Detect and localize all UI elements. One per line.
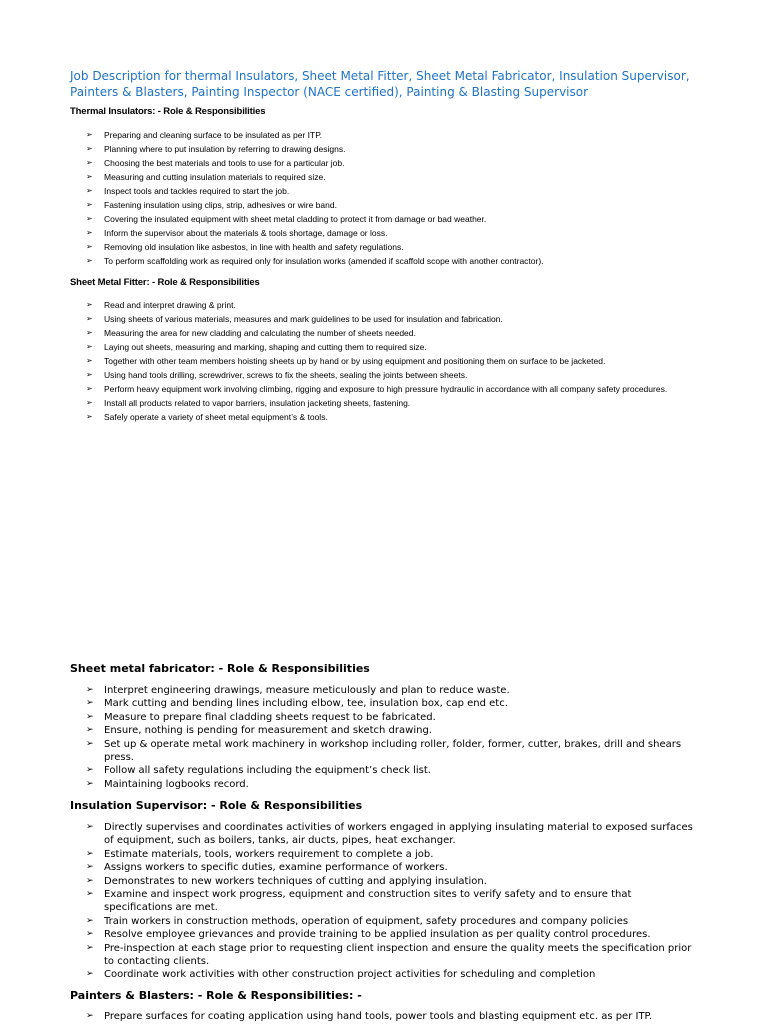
list-item: ➢ Prepare surfaces for coating application using hand tools, power tools and blasting equipment etc. as per ITP. [86,1011,653,1022]
arrow-bullet-icon: ➢ [86,822,94,832]
arrow-bullet-icon: ➢ [86,875,94,886]
list-item: ➢ Assigns workers to specific duties, examine performance of workers. [86,862,448,874]
list-painters-blasters [0,1010,700,1023]
section-heading-sheet-metal-fabricator: Sheet metal fabricator: - Role & Responsibilities [70,662,370,675]
list-item: ➢ Directly supervises and coordinates activities of workers engaged in applying insulating material to exposed surfaces of equipment, such as boilers, tanks, air ducts, pipes, heat exchanger. [86,822,693,847]
arrow-bullet-icon: ➢ [86,711,94,722]
arrow-bullet-icon: ➢ [86,370,93,379]
list-item: ➢ Measuring and cutting insulation materials to required size. [86,172,326,182]
arrow-bullet-icon: ➢ [86,214,93,223]
arrow-bullet-icon: ➢ [86,186,93,195]
list-item: ➢ Inform the supervisor about the materials & tools shortage, damage or loss. [86,228,388,238]
arrow-bullet-icon: ➢ [86,200,93,209]
list-item: ➢ Covering the insulated equipment with sheet metal cladding to protect it from damage or bad weather. [86,214,487,224]
list-item: ➢ Inspect tools and tackles required to start the job. [86,186,290,196]
list-item: ➢ Interpret engineering drawings, measure meticulously and plan to reduce waste. [86,685,510,696]
arrow-bullet-icon: ➢ [86,384,93,393]
arrow-bullet-icon: ➢ [86,725,94,736]
arrow-bullet-icon: ➢ [86,942,94,953]
list-item: ➢ Ensure, nothing is pending for measurement and sketch drawing. [86,725,432,737]
arrow-bullet-icon: ➢ [86,356,93,365]
list-item: ➢ Coordinate work activities with other construction project activities for scheduling and completion [86,969,596,981]
arrow-bullet-icon: ➢ [86,848,94,859]
arrow-bullet-icon: ➢ [86,314,93,323]
arrow-bullet-icon: ➢ [86,398,93,407]
list-item: ➢ Removing old insulation like asbestos, in line with health and safety regulations. [86,242,404,252]
list-sheet-metal-fitter [0,298,712,424]
arrow-bullet-icon: ➢ [86,412,93,421]
arrow-bullet-icon: ➢ [86,738,94,749]
arrow-bullet-icon: ➢ [86,969,94,980]
list-item: ➢ Using hand tools drilling, screwdriver, screws to fix the sheets, sealing the joints between sheets. [86,370,468,380]
arrow-bullet-icon: ➢ [86,144,93,153]
arrow-bullet-icon: ➢ [86,300,93,309]
arrow-bullet-icon: ➢ [86,172,93,181]
list-item: ➢ Fastening insulation using clips, strip, adhesives or wire band. [86,200,337,210]
section-heading-insulation-supervisor: Insulation Supervisor: - Role & Responsibilities [70,799,363,812]
list-sheet-metal-fabricator [0,684,700,791]
arrow-bullet-icon: ➢ [86,342,93,351]
list-item: ➢ Set up & operate metal work machinery in workshop including roller, folder, former, cutter, brakes, drill and shears press. [86,738,682,764]
list-item: ➢ Pre-inspection at each stage prior to requesting client inspection and ensure the quality meets the specification prior to contacting clients. [86,942,692,968]
document-title: Job Description for thermal Insulators, Sheet Metal Fitter, Sheet Metal Fabricator, Insulation Supervisor, Painters & Blasters, Painting Inspector (NACE certified), Painting & Blasting Supervisor [70,69,690,99]
arrow-bullet-icon: ➢ [86,698,94,709]
arrow-bullet-icon: ➢ [86,765,94,776]
list-item: ➢ Perform heavy equipment work involving climbing, rigging and exposure to high pressure hydraulic in accordance with all company safety procedures. [86,384,668,394]
list-item: ➢ Estimate materials, tools, workers requirement to complete a job. [86,848,434,860]
list-item: ➢ Maintaining logbooks record. [86,778,249,790]
arrow-bullet-icon: ➢ [86,862,94,873]
list-item: ➢ Demonstrates to new workers techniques of cutting and applying insulation. [86,875,487,887]
arrow-bullet-icon: ➢ [86,778,94,789]
list-thermal-insulators [0,128,712,268]
list-item: ➢ Follow all safety regulations including the equipment’s check list. [86,765,431,777]
list-item: ➢ Read and interpret drawing & print. [86,300,236,310]
list-item: ➢ Measuring the area for new cladding and calculating the number of sheets needed. [86,328,416,338]
list-item: ➢ Together with other team members hoisting sheets up by hand or by using equipment and positioning them on surface to be jacketed. [86,356,606,366]
section-heading-sheet-metal-fitter: Sheet Metal Fitter: - Role & Responsibilities [70,277,260,288]
section-heading-painters-blasters: Painters & Blasters: - Role & Responsibilities: - [70,989,362,1002]
arrow-bullet-icon: ➢ [86,889,94,900]
section-heading-thermal-insulators: Thermal Insulators: - Role & Responsibilities [70,106,266,117]
list-item: ➢ Choosing the best materials and tools to use for a particular job. [86,158,345,168]
list-item: ➢ Laying out sheets, measuring and marking, shaping and cutting them to required size. [86,342,427,352]
arrow-bullet-icon: ➢ [86,158,93,167]
list-item: ➢ To perform scaffolding work as required only for insulation works (amended if scaffold scope with another contractor). [86,256,544,266]
arrow-bullet-icon: ➢ [86,929,94,940]
list-item: ➢ Train workers in construction methods, operation of equipment, safety procedures and company policies [86,915,629,927]
list-item: ➢ Resolve employee grievances and provide training to be applied insulation as per quality control procedures. [86,929,651,941]
arrow-bullet-icon: ➢ [86,242,93,251]
arrow-bullet-icon: ➢ [86,685,94,695]
list-insulation-supervisor [0,821,700,982]
list-item: ➢ Mark cutting and bending lines including elbow, tee, insulation box, cap end etc. [86,698,508,710]
arrow-bullet-icon: ➢ [86,1011,94,1021]
list-item: ➢ Safely operate a variety of sheet metal equipment’s & tools. [86,412,328,422]
arrow-bullet-icon: ➢ [86,256,93,265]
list-item: ➢ Planning where to put insulation by referring to drawing designs. [86,144,346,154]
arrow-bullet-icon: ➢ [86,328,93,337]
list-item: ➢ Measure to prepare final cladding sheets request to be fabricated. [86,711,436,723]
list-item: ➢ Preparing and cleaning surface to be insulated as per ITP. [86,130,323,140]
list-item: ➢ Using sheets of various materials, measures and mark guidelines to be used for insulation and fabrication. [86,314,503,324]
list-item: ➢ Examine and inspect work progress, equipment and construction sites to verify safety and to ensure that specifications are met. [86,889,632,914]
arrow-bullet-icon: ➢ [86,915,94,926]
list-item: ➢ Install all products related to vapor barriers, insulation jacketing sheets, fastening. [86,398,411,408]
arrow-bullet-icon: ➢ [86,228,93,237]
arrow-bullet-icon: ➢ [86,130,93,139]
